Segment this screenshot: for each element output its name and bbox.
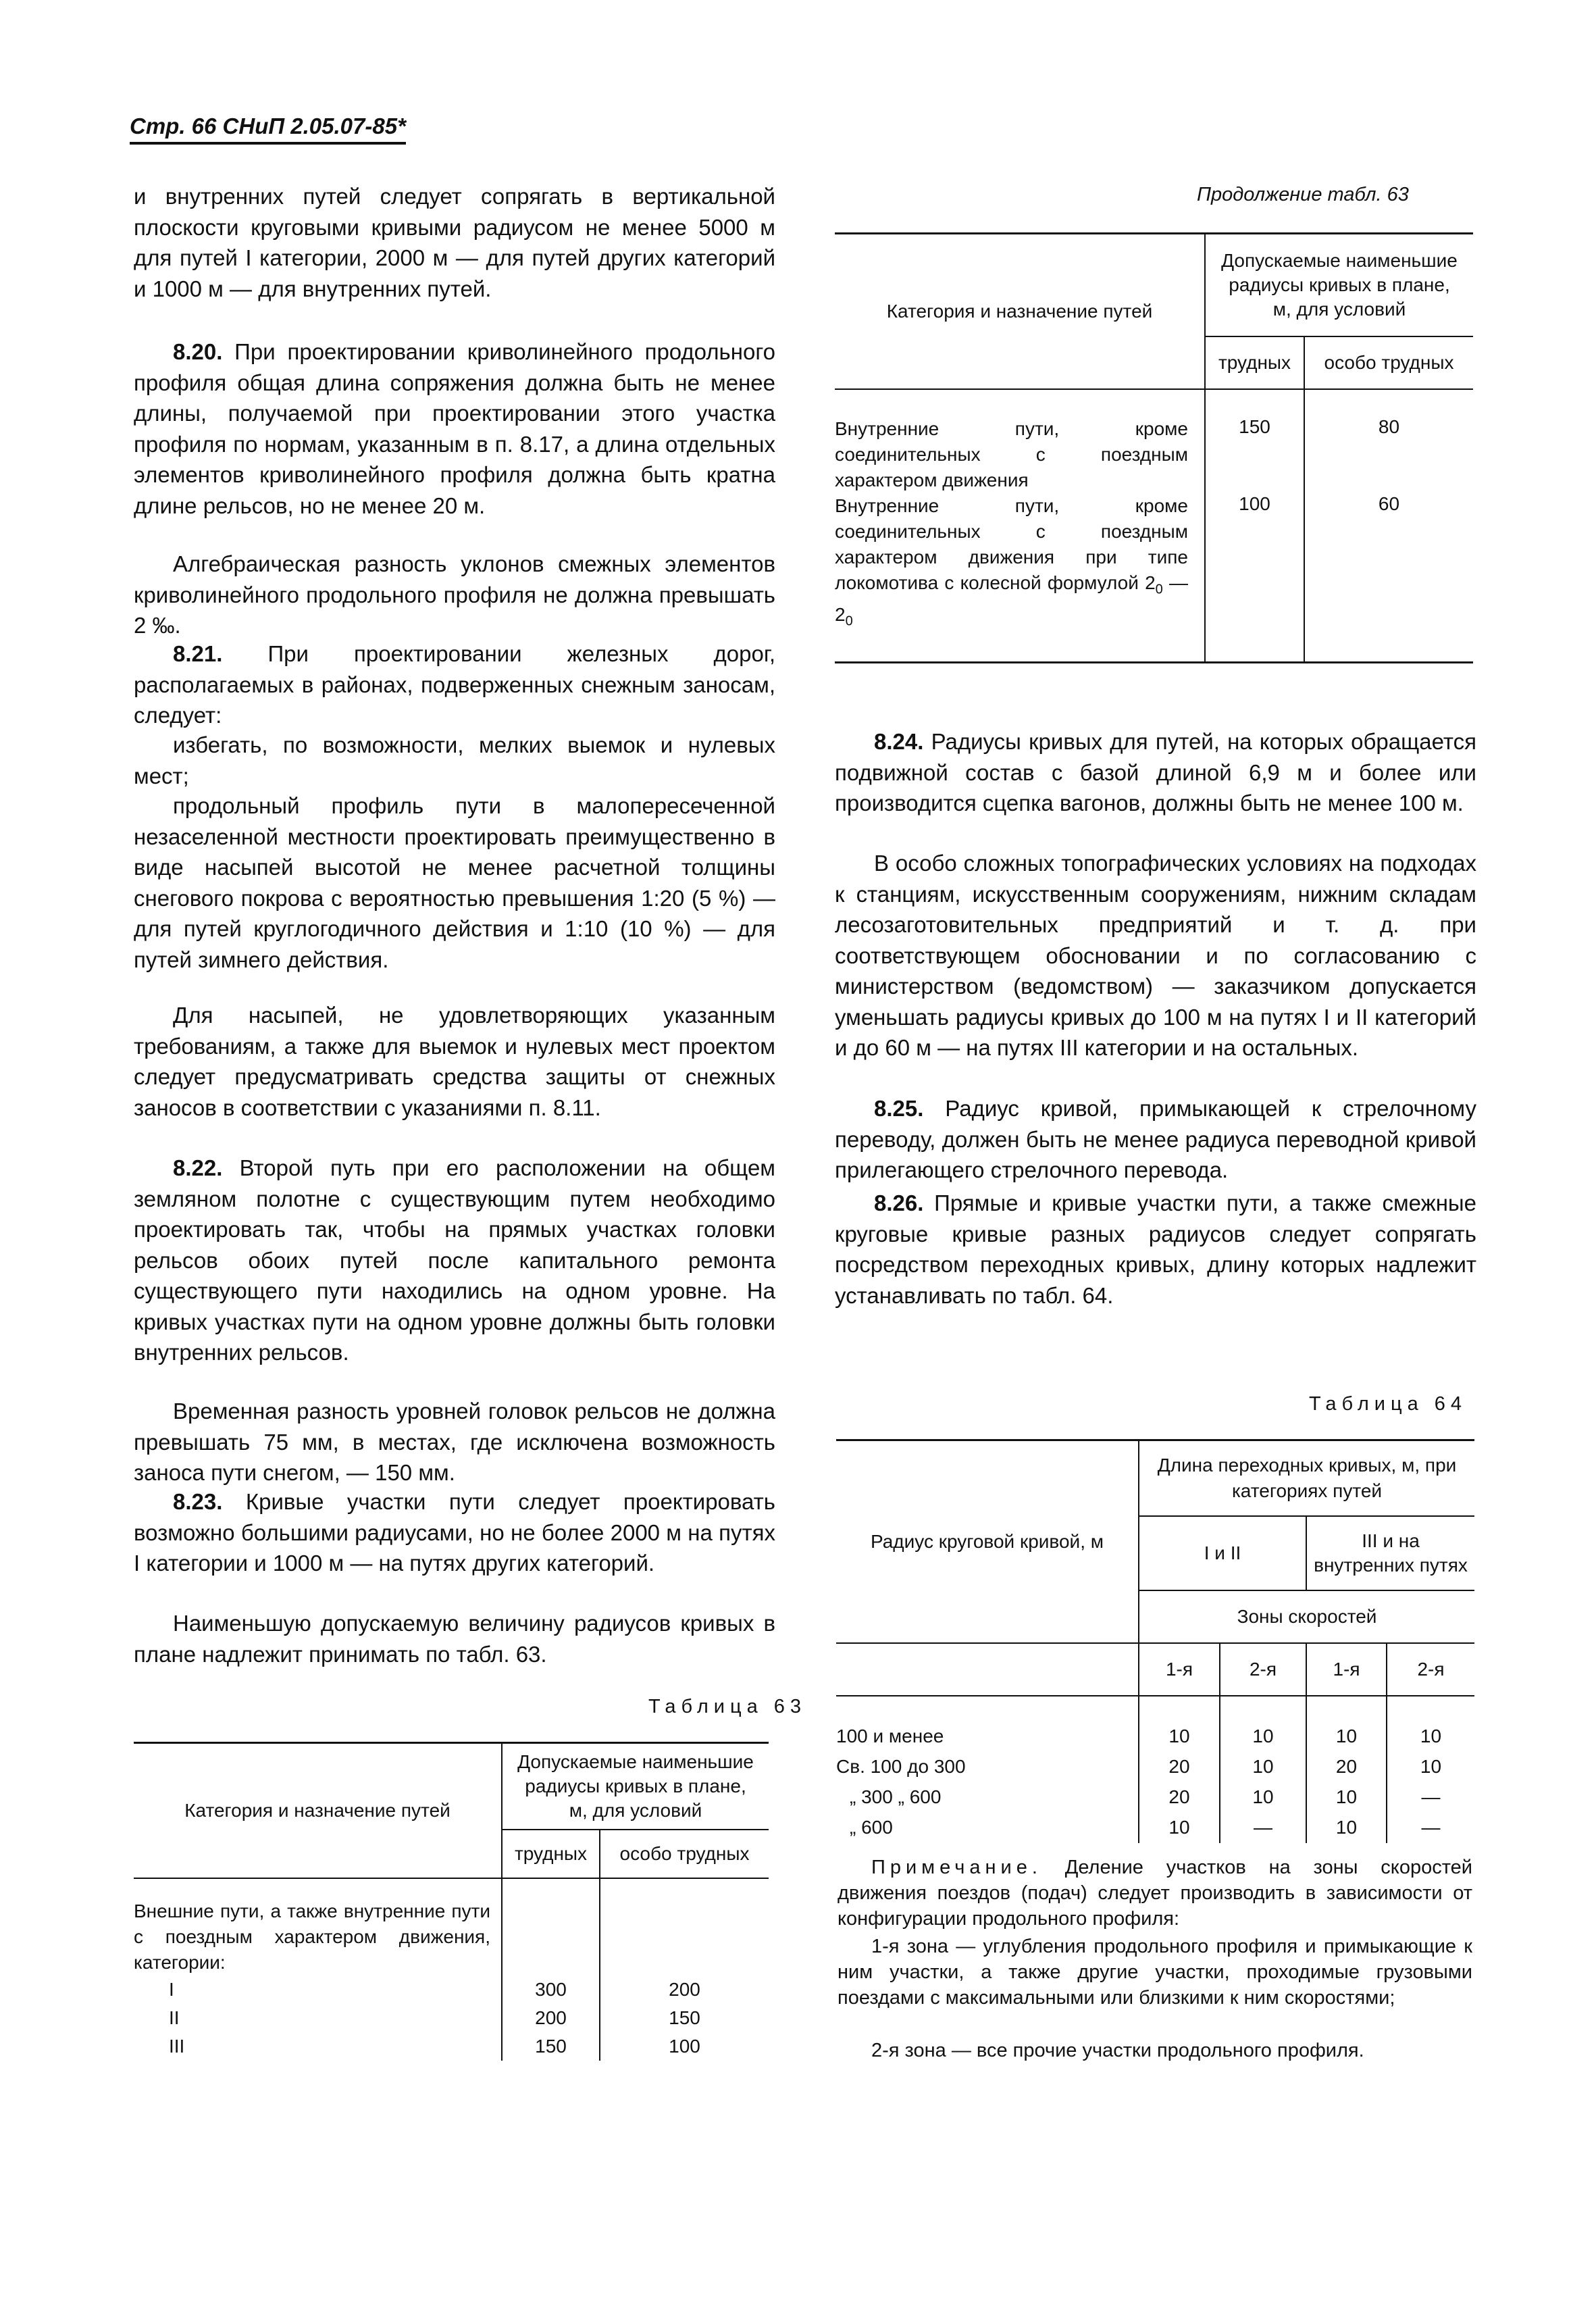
table-64-header-radius: Радиус круговой кривой, м [836,1440,1139,1643]
note-text: Деление участков на зоны скоростей движения поездов (подач) следует производить в зависимости от конфигурации продольного профиля: [838,1857,1472,1930]
table-64-cell: 10 [1220,1752,1306,1782]
table-63-header-radii: Допускаемые наименьшие радиусы кривых в плане, м, для условий [1205,234,1473,336]
paragraph-text: Кривые участки пути следует проектировать возможно большими радиусами, но не более 2000 м на путях I категории и 1000 м — на путях других категорий. [134,1489,775,1576]
table-63-header-category: Категория и назначение путей [134,1743,502,1878]
clause-number: 8.23. [173,1489,223,1514]
paragraph: В особо сложных топографических условиях на подходах к станциям, искусственным сооружениям, нижним складам лесозаготовительных предприятий и т. д. при соответствующем обосновании и по согласованию с министерством (ведомством) — заказчиком допускается уменьшать радиусы кривых до 100 м на путях I и II категорий и до 60 м — на путях III категории и на остальных. [835,851,1476,1060]
paragraph-text: При проектировании железных дорог, располагаемых в районах, подверженных снежным заносам, следует: [134,641,775,728]
table-63-cell: 100 [600,2032,769,2061]
table-63 [134,1742,769,2061]
table-64-cell: 10 [1139,1721,1220,1752]
table-64-cell: 10 [1306,1782,1387,1813]
table-64-cell: 20 [1139,1752,1220,1782]
paragraph: Для насыпей, не удовлетворяющих указанным требованиям, а также для выемок и нулевых мест проектом следует предусматривать средства защиты от снежных заносов в соответствии с указаниями п. 8.11. [134,1003,775,1120]
paragraph-text: Радиусы кривых для путей, на которых обращается подвижной состав с базой длиной 6,9 м и более или производится сцепка вагонов, должны быть не менее 100 м. [835,729,1476,815]
table-63-header-category: Категория и назначение путей [835,234,1205,389]
table-64-header-zones: Зоны скоростей [1139,1590,1474,1643]
table-63-cell: II [169,2007,180,2028]
table-64-header-zone2: 2-я [1220,1643,1306,1696]
table-63-cont-cell: Внутренние пути, кроме соединительных с поездным характером движения [835,418,1188,491]
table-63-header-radii: Допускаемые наименьшие радиусы кривых в плане, м, для условий [502,1743,769,1830]
table-64-cell: — [1387,1813,1474,1843]
table-63-cont-cell: 100 [1205,493,1304,663]
table-63-continuation [835,232,1473,663]
table-63-cont-cell [835,493,1205,663]
formula-dash: — [1162,572,1189,593]
table-64-cell: 10 [1306,1721,1387,1752]
paragraph-text: Радиус кривой, примыкающей к стрелочному переводу, должен быть не менее радиуса переводной кривой прилегающего стрелочного перевода. [835,1096,1476,1182]
paragraph: избегать, по возможности, мелких выемок и нулевых мест; [134,732,775,788]
table-64-cell: 10 [1387,1721,1474,1752]
table-64-caption: Таблица 64 [1309,1393,1468,1415]
formula: 2 [1145,572,1156,593]
table-63-cont-cell: 80 [1304,416,1473,493]
table-64-cell: 100 и менее [836,1726,944,1746]
table-63-cont-cell: 60 [1304,493,1473,663]
table-63-caption: Таблица 63 [648,1696,807,1717]
clause-number: 8.20. [173,339,223,364]
table-63-cell: III [169,2035,185,2057]
clause-number: 8.24. [874,729,924,754]
table-63-group-label: Внешние пути, а также внутренние пути с поездным характером движения, категории: [134,1900,490,1973]
paragraph-8-21 [134,638,775,731]
table-64-cell: — [1387,1782,1474,1813]
table-64-header-cat3: III и на внутренних путях [1306,1516,1474,1590]
paragraph-text: При проектировании криволинейного продольного профиля общая длина сопряжения должна быть не менее длины, получаемой при проектировании этого участка профиля по нормам, указанным в п. 8.17, а длина отдельных элементов криволинейного профиля должна быть кратна длине рельсов, но не менее 20 м. [134,339,775,518]
formula-subscript: 0 [845,613,853,629]
clause-number: 8.25. [874,1096,924,1121]
table-64-cell: 10 [1139,1813,1220,1843]
clause-number: 8.22. [173,1155,223,1180]
table-63-cell: 200 [600,1976,769,2004]
table-64-cell: 10 [1220,1782,1306,1813]
note-zone-1: 1-я зона — углубления продольного профиля и примыкающие к ним участки, а также другие участки, проходимые грузовыми поездами с максимальными или близкими к ним скоростями; [838,1936,1472,2009]
paragraph-8-24 [835,726,1476,819]
paragraph-8-23 [134,1486,775,1579]
cell-text: Внутренние пути, кроме соединительных с поездным характером движения при типе локомотива с колесной формулой [835,495,1188,593]
paragraph: и внутренних путей следует сопрягать в вертикальной плоскости круговыми кривыми радиусом не менее 5000 м для путей I категории, 2000 м — для путей других категорий и 1000 м — для внутренних путей. [134,184,775,301]
table-63-header-very-hard: особо трудных [1304,336,1473,389]
table-64-note [838,1855,1472,1932]
table-63-cell: 300 [502,1976,600,2004]
note-label: Примечание. [871,1857,1042,1878]
table-64-cell: „ 300 „ 600 [850,1786,942,1807]
table-64 [836,1439,1474,1843]
table-63-cell: I [169,1978,174,2000]
table-64-cell: 10 [1387,1752,1474,1782]
table-64-header-zone2: 2-я [1387,1643,1474,1696]
note-zone-2: 2-я зона — все прочие участки продольного профиля. [871,2040,1364,2061]
table-64-cell: 20 [1306,1752,1387,1782]
table-64-cell: 10 [1306,1813,1387,1843]
table-63-cell: 150 [502,2032,600,2061]
table-64-cell: — [1220,1813,1306,1843]
paragraph-8-26 [835,1188,1476,1311]
table-63-header-hard: трудных [1205,336,1304,389]
paragraph-8-22 [134,1153,775,1368]
table-64-header-cat12: I и II [1139,1516,1306,1590]
paragraph: продольный профиль пути в малопересеченной незаселенной местности проектировать преимущественно в виде насыпей высотой не менее расчетной толщины снегового покрова с вероятностью превышения 1:20 (5 %) — для путей круглогодичного действия и 1:10 (10 %) — для путей зимнего действия. [134,793,775,972]
formula: 2 [835,604,846,626]
formula-subscript: 0 [1155,582,1163,597]
table-64-cell: Св. 100 до 300 [836,1756,966,1777]
paragraph-8-25 [835,1093,1476,1186]
paragraph-8-20 [134,336,775,521]
table-63-header-hard: трудных [502,1830,600,1878]
table-64-header-zone1: 1-я [1306,1643,1387,1696]
table-63-header-very-hard: особо трудных [600,1830,769,1878]
table-63-cell: 200 [502,2004,600,2032]
table-64-cell: 20 [1139,1782,1220,1813]
clause-number: 8.26. [874,1190,924,1215]
paragraph-text: Прямые и кривые участки пути, а также смежные круговые кривые разных радиусов следует сопрягать посредством переходных кривых, длину которых надлежит устанавливать по табл. 64. [835,1190,1476,1308]
table-63-continuation-caption: Продолжение табл. 63 [1197,184,1409,205]
clause-number: 8.21. [173,641,223,666]
table-63-cont-cell: 150 [1205,416,1304,493]
paragraph: Наименьшую допускаемую величину радиусов кривых в плане надлежит принимать по табл. 63. [134,1611,775,1667]
table-63-cell: 150 [600,2004,769,2032]
table-64-cell: „ 600 [850,1817,893,1838]
paragraph: Алгебраическая разность уклонов смежных элементов криволинейного продольного профиля не должна превышать 2 ‰. [134,551,775,638]
page-header: Стр. 66 СНиП 2.05.07-85* [130,114,406,145]
paragraph: Временная разность уровней головок рельсов не должна превышать 75 мм, в местах, где исключена возможность заноса пути снегом, — 150 мм. [134,1399,775,1485]
table-64-header-zone1: 1-я [1139,1643,1220,1696]
table-64-header-length: Длина переходных кривых, м, при категориях путей [1139,1440,1474,1516]
table-64-cell: 10 [1220,1721,1306,1752]
paragraph-text: Второй путь при его расположении на общем земляном полотне с существующим путем необходимо проектировать так, чтобы на прямых участках головки рельсов обоих путей после капитального ремонта существующего пути находились на одном уровне. На кривых участках пути на одном уровне должны быть головки внутренних рельсов. [134,1155,775,1365]
